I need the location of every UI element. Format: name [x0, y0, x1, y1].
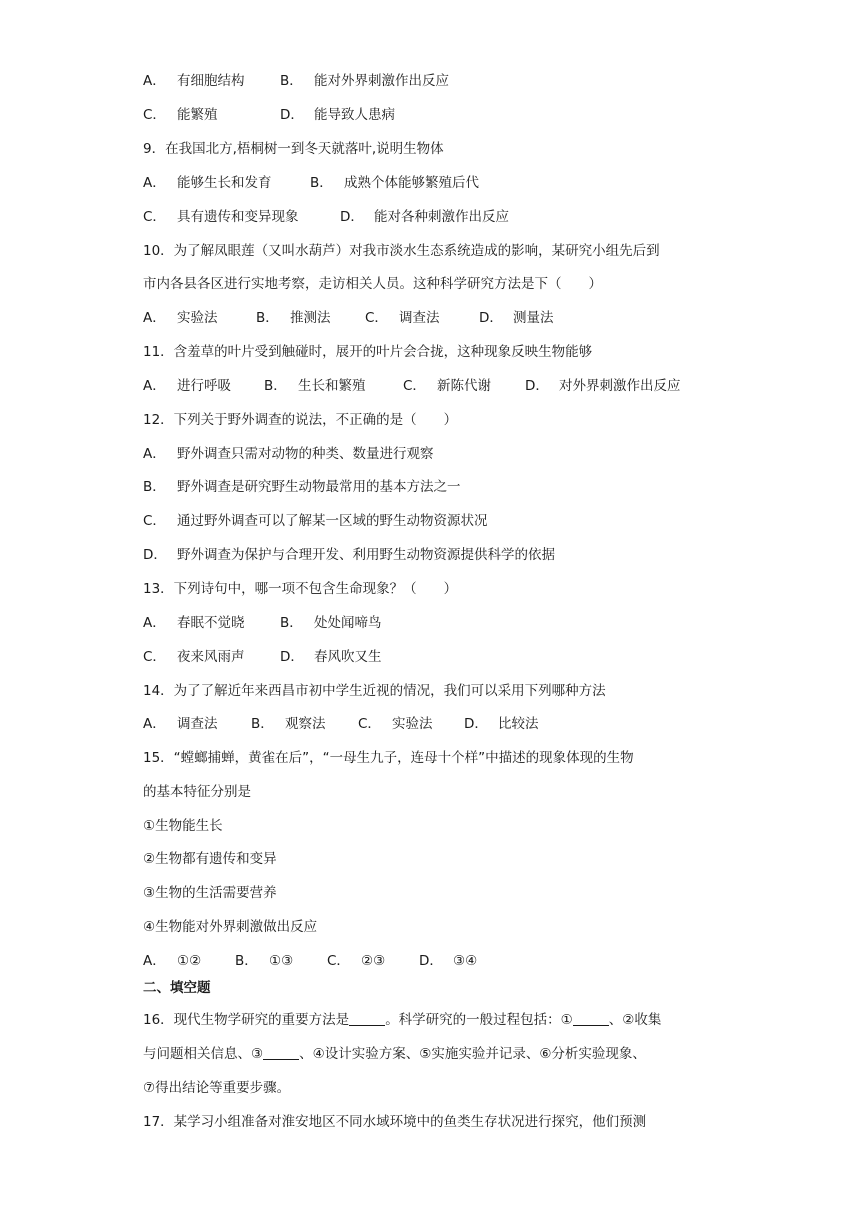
option-text: ①②: [177, 953, 202, 969]
option-text: 推测法: [290, 310, 331, 326]
answer-option: [403, 376, 491, 396]
option-key: C．: [358, 716, 381, 732]
question-text: 13．下列诗句中，哪一项不包含生命现象？（ ）: [143, 581, 458, 597]
question-text: ②生物都有遗传和变异: [143, 851, 277, 867]
text-segment: 、④设计实验方案、⑤实施实验并记录、⑥分析实验现象、: [299, 1046, 646, 1062]
question-text: 15．“螳螂捕蝉，黄雀在后”，“一母生九子，连母十个样”中描述的现象体现的生物: [143, 750, 634, 766]
answer-option: [143, 714, 218, 734]
option-key: D．: [280, 107, 304, 123]
option-key: A．: [143, 73, 166, 89]
option-text: 对外界刺激作出反应: [559, 378, 681, 394]
option-text: 春风吹又生: [314, 649, 382, 665]
answer-option: [280, 71, 449, 91]
question-text: 11．含羞草的叶片受到触碰时，展开的叶片会合拢，这种现象反映生物能够: [143, 344, 593, 360]
answer-option: [251, 714, 326, 734]
question-text: ①生物能生长: [143, 818, 223, 834]
option-key: D．: [143, 547, 167, 563]
answer-option: [143, 545, 555, 565]
option-text: 通过野外调查可以了解某一区域的野生动物资源状况: [177, 513, 488, 529]
answer-option: [143, 308, 218, 328]
answer-option: [479, 308, 554, 328]
option-text: 处处闻啼鸟: [314, 615, 382, 631]
answer-blank[interactable]: [349, 1011, 385, 1026]
answer-option: [280, 105, 395, 125]
answer-option: [365, 308, 440, 328]
question-text: 市内各县各区进行实地考察，走访相关人员。这种科学研究方法是下（ ）: [143, 276, 602, 292]
option-text: 进行呼吸: [177, 378, 231, 394]
option-text: 夜来风雨声: [177, 649, 245, 665]
option-key: D．: [340, 209, 364, 225]
option-text: 野外调查只需对动物的种类、数量进行观察: [177, 446, 434, 462]
option-key: C．: [143, 649, 166, 665]
text-segment: 与问题相关信息、③: [143, 1046, 264, 1062]
answer-option: [143, 951, 201, 971]
text-segment: 。科学研究的一般过程包括：①: [385, 1012, 573, 1028]
text-segment: 16．现代生物学研究的重要方法是: [143, 1012, 350, 1028]
option-text: 野外调查为保护与合理开发、利用野生动物资源提供科学的依据: [177, 547, 555, 563]
answer-option: [280, 613, 382, 633]
question-text: 的基本特征分别是: [143, 784, 251, 800]
option-key: D．: [525, 378, 549, 394]
option-text: ②③: [361, 953, 386, 969]
answer-option: [235, 951, 293, 971]
option-key: B．: [235, 953, 258, 969]
option-key: C．: [327, 953, 350, 969]
option-text: 野外调查是研究野生动物最常用的基本方法之一: [177, 479, 461, 495]
option-key: A．: [143, 615, 166, 631]
option-text: 调查法: [177, 716, 218, 732]
option-key: C．: [143, 209, 166, 225]
option-key: D．: [419, 953, 443, 969]
answer-option: [358, 714, 433, 734]
option-key: A．: [143, 953, 166, 969]
option-key: C．: [403, 378, 426, 394]
answer-option: [256, 308, 331, 328]
option-text: 实验法: [177, 310, 218, 326]
question-text: ⑦得出结论等重要步骤。: [143, 1080, 291, 1096]
option-key: A．: [143, 446, 166, 462]
option-key: B．: [256, 310, 279, 326]
question-text: 17．某学习小组准备对淮安地区不同水域环境中的鱼类生存状况进行探究，他们预测: [143, 1114, 647, 1130]
answer-option: [264, 376, 366, 396]
option-text: 能导致人患病: [314, 107, 395, 123]
option-text: 调查法: [399, 310, 440, 326]
option-key: C．: [143, 513, 166, 529]
answer-option: [525, 376, 681, 396]
option-text: 具有遗传和变异现象: [177, 209, 299, 225]
option-key: B．: [280, 615, 303, 631]
answer-option: [464, 714, 539, 734]
option-key: B．: [264, 378, 287, 394]
option-text: 能对各种刺激作出反应: [374, 209, 509, 225]
option-key: C．: [365, 310, 388, 326]
answer-option: [143, 477, 461, 497]
answer-option: [310, 173, 479, 193]
answer-option: [143, 173, 272, 193]
answer-option: [143, 207, 299, 227]
option-key: A．: [143, 378, 166, 394]
text-segment: 、②收集: [608, 1012, 662, 1028]
option-key: D．: [280, 649, 304, 665]
option-text: 能够生长和发育: [177, 175, 272, 191]
answer-option: [143, 647, 245, 667]
option-key: C．: [143, 107, 166, 123]
answer-option: [143, 511, 488, 531]
option-text: 成熟个体能够繁殖后代: [344, 175, 479, 191]
answer-option: [143, 105, 218, 125]
option-key: A．: [143, 175, 166, 191]
option-text: 春眠不觉晓: [177, 615, 245, 631]
option-text: 有细胞结构: [177, 73, 245, 89]
answer-blank[interactable]: [573, 1011, 609, 1026]
answer-option: [340, 207, 509, 227]
question-text: 9．在我国北方,梧桐树一到冬天就落叶,说明生物体: [143, 141, 444, 157]
option-key: D．: [464, 716, 488, 732]
answer-option: [143, 444, 434, 464]
answer-option: [143, 613, 245, 633]
question-text: 12．下列关于野外调查的说法，不正确的是（ ）: [143, 412, 458, 428]
question-text: ④生物能对外界刺激做出反应: [143, 919, 318, 935]
option-text: 观察法: [285, 716, 326, 732]
question-text: 14．为了了解近年来西昌市初中学生近视的情况，我们可以采用下列哪种方法: [143, 683, 606, 699]
option-key: D．: [479, 310, 503, 326]
answer-option: [327, 951, 385, 971]
fill-in-line: [143, 1010, 661, 1030]
option-text: ③④: [453, 953, 478, 969]
option-text: 测量法: [513, 310, 554, 326]
answer-option: [143, 376, 231, 396]
option-key: B．: [251, 716, 274, 732]
answer-option: [280, 647, 382, 667]
question-text: 10．为了解凤眼莲（又叫水葫芦）对我市淡水生态系统造成的影响，某研究小组先后到: [143, 243, 660, 259]
answer-blank[interactable]: [263, 1045, 299, 1060]
option-key: B．: [143, 479, 166, 495]
option-text: ①③: [269, 953, 294, 969]
option-key: B．: [280, 73, 303, 89]
question-text: ③生物的生活需要营养: [143, 885, 277, 901]
section-heading: 二、填空题: [143, 980, 211, 996]
answer-option: [419, 951, 477, 971]
option-text: 比较法: [498, 716, 539, 732]
option-key: A．: [143, 716, 166, 732]
answer-option: [143, 71, 245, 91]
option-text: 能繁殖: [177, 107, 218, 123]
option-key: B．: [310, 175, 333, 191]
option-text: 生长和繁殖: [298, 378, 366, 394]
option-text: 能对外界刺激作出反应: [314, 73, 449, 89]
option-text: 新陈代谢: [437, 378, 491, 394]
option-text: 实验法: [392, 716, 433, 732]
option-key: A．: [143, 310, 166, 326]
fill-in-line: [143, 1044, 646, 1064]
